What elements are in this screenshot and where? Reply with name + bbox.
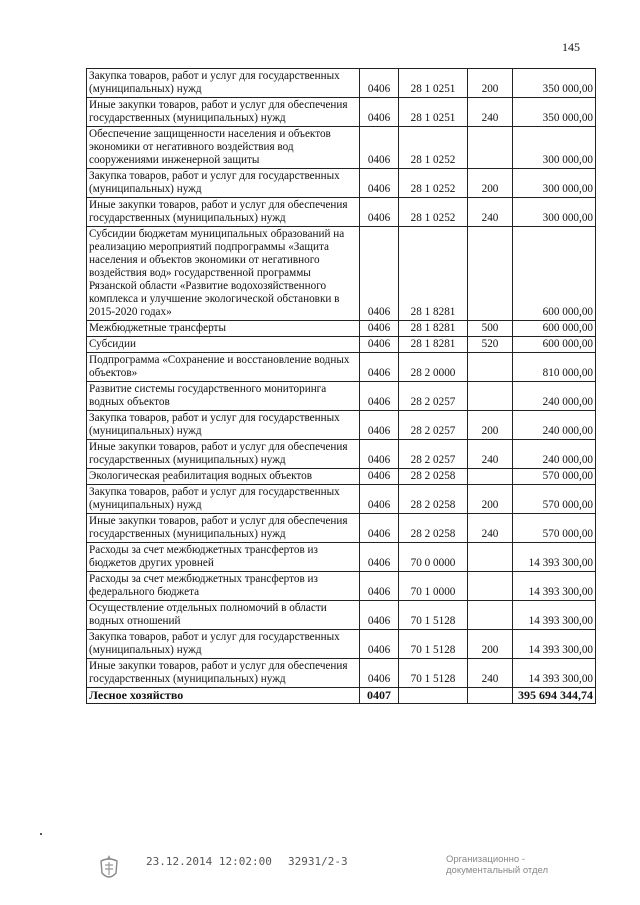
row-vr (468, 127, 513, 169)
row-name: Иные закупки товаров, работ и услуг для обеспечения государственных (муниципальных) нужд (87, 198, 360, 227)
row-name: Расходы за счет межбюджетных трансфертов из федерального бюджета (87, 572, 360, 601)
row-csr: 28 1 0252 (399, 198, 468, 227)
row-amount: 300 000,00 (513, 198, 596, 227)
footer-timestamp: 23.12.2014 12:02:00 (146, 855, 272, 868)
row-section: 0406 (360, 411, 399, 440)
row-section: 0406 (360, 440, 399, 469)
row-name: Обеспечение защищенности населения и объектов экономики от негативного воздействия вод сооружениями инженерной защиты (87, 127, 360, 169)
row-csr: 28 1 8281 (399, 321, 468, 337)
table-row (87, 411, 596, 440)
table-row (87, 98, 596, 127)
table-row (87, 659, 596, 688)
table-row (87, 630, 596, 659)
table-row (87, 227, 596, 321)
table-row (87, 514, 596, 543)
row-csr: 28 2 0257 (399, 411, 468, 440)
row-amount: 300 000,00 (513, 169, 596, 198)
row-name: Иные закупки товаров, работ и услуг для обеспечения государственных (муниципальных) нужд (87, 659, 360, 688)
row-name: Субсидии (87, 337, 360, 353)
row-section: 0406 (360, 601, 399, 630)
row-name: Закупка товаров, работ и услуг для государственных (муниципальных) нужд (87, 485, 360, 514)
row-amount: 395 694 344,74 (513, 688, 596, 704)
row-name: Закупка товаров, работ и услуг для государственных (муниципальных) нужд (87, 169, 360, 198)
row-name: Иные закупки товаров, работ и услуг для обеспечения государственных (муниципальных) нужд (87, 98, 360, 127)
row-vr (468, 572, 513, 601)
row-vr: 240 (468, 98, 513, 127)
footer-doc-code: 32931/2-3 (288, 855, 348, 868)
footer-department (446, 854, 548, 876)
row-amount: 240 000,00 (513, 411, 596, 440)
row-amount: 810 000,00 (513, 353, 596, 382)
row-csr: 70 0 0000 (399, 543, 468, 572)
row-vr: 200 (468, 169, 513, 198)
page-number: 145 (562, 40, 580, 54)
row-section: 0406 (360, 659, 399, 688)
row-name: Закупка товаров, работ и услуг для государственных (муниципальных) нужд (87, 630, 360, 659)
row-section: 0406 (360, 572, 399, 601)
table-row (87, 337, 596, 353)
row-section: 0406 (360, 469, 399, 485)
row-section: 0407 (360, 688, 399, 704)
row-csr: 28 1 8281 (399, 337, 468, 353)
row-amount: 14 393 300,00 (513, 601, 596, 630)
row-amount: 570 000,00 (513, 485, 596, 514)
coat-of-arms-icon (96, 853, 122, 883)
row-csr: 28 1 0251 (399, 98, 468, 127)
row-vr: 240 (468, 514, 513, 543)
row-section: 0406 (360, 485, 399, 514)
row-amount: 600 000,00 (513, 337, 596, 353)
row-section: 0406 (360, 98, 399, 127)
row-vr: 240 (468, 198, 513, 227)
row-vr: 200 (468, 630, 513, 659)
row-name: Иные закупки товаров, работ и услуг для обеспечения государственных (муниципальных) нужд (87, 514, 360, 543)
row-csr: 28 2 0000 (399, 353, 468, 382)
row-section: 0406 (360, 543, 399, 572)
row-vr: 200 (468, 485, 513, 514)
row-csr: 28 1 0252 (399, 169, 468, 198)
row-section: 0406 (360, 514, 399, 543)
scan-speck (40, 833, 42, 835)
row-vr: 500 (468, 321, 513, 337)
row-section: 0406 (360, 69, 399, 98)
row-amount: 14 393 300,00 (513, 630, 596, 659)
row-section: 0406 (360, 630, 399, 659)
row-csr: 28 2 0258 (399, 485, 468, 514)
table-row (87, 69, 596, 98)
row-name: Лесное хозяйство (87, 688, 360, 704)
row-name: Развитие системы государственного мониторинга водных объектов (87, 382, 360, 411)
row-section: 0406 (360, 321, 399, 337)
table-row (87, 543, 596, 572)
table-row (87, 169, 596, 198)
row-vr (468, 601, 513, 630)
row-csr: 70 1 5128 (399, 630, 468, 659)
table-row (87, 321, 596, 337)
row-vr (468, 353, 513, 382)
row-amount: 300 000,00 (513, 127, 596, 169)
row-vr (468, 227, 513, 321)
row-vr: 240 (468, 659, 513, 688)
row-vr: 200 (468, 69, 513, 98)
table-row (87, 382, 596, 411)
row-name: Субсидии бюджетам муниципальных образований на реализацию мероприятий подпрограммы «Защита населения и объектов экономики от негативного воздействия вод» государственной программы Рязанской области «Развитие водохозяйственного комплекса и улучшение экологической обстановки в 2015-2020 годах» (87, 227, 360, 321)
table-row (87, 469, 596, 485)
row-section: 0406 (360, 169, 399, 198)
budget-table (86, 68, 596, 704)
row-csr: 28 2 0257 (399, 382, 468, 411)
row-section: 0406 (360, 198, 399, 227)
row-amount: 600 000,00 (513, 227, 596, 321)
row-section: 0406 (360, 353, 399, 382)
row-section: 0406 (360, 382, 399, 411)
row-name: Осуществление отдельных полномочий в области водных отношений (87, 601, 360, 630)
row-csr: 28 1 0252 (399, 127, 468, 169)
row-amount: 350 000,00 (513, 69, 596, 98)
row-vr: 240 (468, 440, 513, 469)
row-vr (468, 382, 513, 411)
row-vr (468, 543, 513, 572)
row-name: Закупка товаров, работ и услуг для государственных (муниципальных) нужд (87, 411, 360, 440)
row-name: Экологическая реабилитация водных объектов (87, 469, 360, 485)
table-row (87, 440, 596, 469)
table-row (87, 353, 596, 382)
row-csr: 70 1 5128 (399, 659, 468, 688)
row-amount: 350 000,00 (513, 98, 596, 127)
row-csr: 28 2 0258 (399, 514, 468, 543)
table-row (87, 601, 596, 630)
row-csr: 28 2 0258 (399, 469, 468, 485)
row-vr: 200 (468, 411, 513, 440)
footer-department-line2: документальный отдел (446, 865, 548, 876)
row-vr: 520 (468, 337, 513, 353)
row-csr: 70 1 0000 (399, 572, 468, 601)
row-name: Межбюджетные трансферты (87, 321, 360, 337)
row-amount: 14 393 300,00 (513, 543, 596, 572)
table-row (87, 688, 596, 704)
row-section: 0406 (360, 227, 399, 321)
row-amount: 14 393 300,00 (513, 659, 596, 688)
row-csr: 28 1 8281 (399, 227, 468, 321)
row-amount: 240 000,00 (513, 440, 596, 469)
row-amount: 570 000,00 (513, 514, 596, 543)
row-name: Расходы за счет межбюджетных трансфертов из бюджетов других уровней (87, 543, 360, 572)
row-csr (399, 688, 468, 704)
budget-table-body (87, 69, 596, 704)
row-amount: 14 393 300,00 (513, 572, 596, 601)
row-csr: 28 1 0251 (399, 69, 468, 98)
row-section: 0406 (360, 337, 399, 353)
row-amount: 570 000,00 (513, 469, 596, 485)
row-csr: 28 2 0257 (399, 440, 468, 469)
row-amount: 600 000,00 (513, 321, 596, 337)
table-row (87, 485, 596, 514)
row-name: Иные закупки товаров, работ и услуг для обеспечения государственных (муниципальных) нужд (87, 440, 360, 469)
table-row (87, 572, 596, 601)
table-row (87, 127, 596, 169)
row-name: Подпрограмма «Сохранение и восстановление водных объектов» (87, 353, 360, 382)
row-name: Закупка товаров, работ и услуг для государственных (муниципальных) нужд (87, 69, 360, 98)
row-section: 0406 (360, 127, 399, 169)
row-vr (468, 469, 513, 485)
row-vr (468, 688, 513, 704)
row-csr: 70 1 5128 (399, 601, 468, 630)
row-amount: 240 000,00 (513, 382, 596, 411)
footer-department-line1: Организационно - (446, 854, 526, 865)
table-row (87, 198, 596, 227)
